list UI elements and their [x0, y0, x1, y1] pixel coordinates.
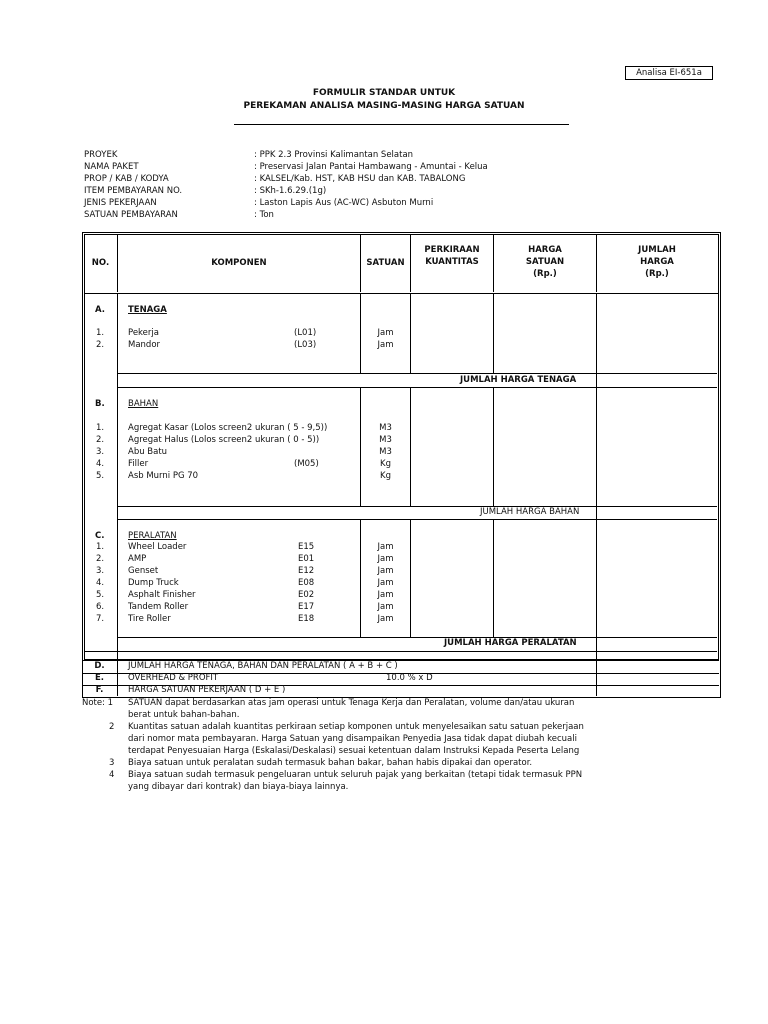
peralatan-row-code: E01: [298, 554, 315, 564]
notes-label: Note: 1: [82, 698, 114, 708]
bahan-row-unit: M3: [379, 423, 392, 433]
bahan-row-unit: Kg: [380, 459, 391, 469]
peralatan-row-name: Tire Roller: [128, 614, 171, 624]
col-line: [493, 387, 494, 506]
header-komponen: KOMPONEN: [211, 258, 267, 268]
section-c-letter: C.: [95, 531, 105, 541]
bahan-row-name: Agregat Kasar (Lolos screen2 ukuran ( 5 - 9,5)): [128, 423, 328, 433]
summary-text-f: HARGA SATUAN PEKERJAAN ( D + E ): [128, 685, 286, 695]
info-label-nama-paket: NAMA PAKET: [84, 162, 139, 172]
header-harga-3: (Rp.): [533, 269, 557, 279]
tenaga-row-unit: Jam: [377, 328, 394, 338]
info-value-nama-paket: : Preservasi Jalan Pantai Hambawang - Amuntai - Kelua: [254, 162, 488, 172]
col-line: [410, 293, 411, 373]
peralatan-row-code: E18: [298, 614, 315, 624]
tenaga-row-name: Mandor: [128, 340, 161, 350]
peralatan-row-name: AMP: [128, 554, 147, 564]
note-line: Biaya satuan untuk peralatan sudah termasuk bahan bakar, bahan habis dipakai dan operator.: [128, 758, 533, 768]
title-divider: [234, 124, 569, 125]
section-a-letter: A.: [95, 305, 105, 315]
header-kuantitas-1: PERKIRAAN: [424, 245, 480, 255]
peralatan-row-name: Tandem Roller: [128, 602, 189, 612]
tenaga-row-no: 1.: [96, 328, 105, 338]
note-line: dari nomor mata pembayaran. Harga Satuan yang disampaikan Penyedia Jasa tidak dapat diubah kecuali: [128, 734, 577, 744]
row-line: [118, 519, 717, 520]
peralatan-row-name: Asphalt Finisher: [128, 590, 196, 600]
col-line: [596, 387, 597, 520]
col-line: [596, 660, 597, 696]
row-line: [118, 387, 717, 388]
info-label-satuan: SATUAN PEMBAYARAN: [84, 210, 178, 220]
bahan-row-name: Filler: [128, 459, 149, 469]
form-title-line1: FORMULIR STANDAR UNTUK: [312, 88, 456, 98]
info-label-prop: PROP / KAB / KODYA: [84, 174, 169, 184]
col-line: [117, 293, 118, 659]
bahan-row-no: 3.: [96, 447, 105, 457]
peralatan-row-no: 1.: [96, 542, 105, 552]
header-no: NO.: [91, 258, 110, 268]
tenaga-total-label: JUMLAH HARGA TENAGA: [460, 375, 577, 385]
form-title-line2: PEREKAMAN ANALISA MASING-MASING HARGA SATUAN: [243, 101, 525, 111]
tenaga-row-code: (L01): [294, 328, 317, 338]
col-line: [410, 519, 411, 637]
tenaga-row-code: (L03): [294, 340, 317, 350]
peralatan-row-unit: Jam: [377, 554, 394, 564]
bahan-row-unit: Kg: [380, 471, 391, 481]
col-line: [117, 660, 118, 696]
info-label-item: ITEM PEMBAYARAN NO.: [84, 186, 183, 196]
peralatan-row-unit: Jam: [377, 602, 394, 612]
peralatan-row-unit: Jam: [377, 578, 394, 588]
summary-letter-d: D.: [94, 661, 105, 671]
info-value-jenis: : Laston Lapis Aus (AC-WC) Asbuton Murni: [254, 198, 434, 208]
note-number: 3: [109, 758, 115, 768]
info-value-prop: : KALSEL/Kab. HST, KAB HSU dan KAB. TABALONG: [254, 174, 466, 184]
peralatan-row-code: E15: [298, 542, 315, 552]
bahan-row-no: 4.: [96, 459, 105, 469]
section-b-title: BAHAN: [128, 399, 159, 409]
note-line: Kuantitas satuan adalah kuantitas perkiraan setiap komponen untuk menyelesaikan satu satuan pekerjaan: [128, 722, 584, 732]
row-line: [118, 373, 717, 374]
peralatan-row-code: E08: [298, 578, 315, 588]
bahan-row-unit: M3: [379, 447, 392, 457]
row-line: [118, 637, 717, 638]
peralatan-row-unit: Jam: [377, 542, 394, 552]
info-value-proyek: : PPK 2.3 Provinsi Kalimantan Selatan: [254, 150, 414, 160]
header-satuan: SATUAN: [366, 258, 405, 268]
summary-text-d: JUMLAH HARGA TENAGA, BAHAN DAN PERALATAN ( A + B + C ): [128, 661, 398, 671]
bahan-row-code: (M05): [294, 459, 319, 469]
tenaga-row-no: 2.: [96, 340, 105, 350]
bahan-total-label: JUMLAH HARGA BAHAN: [480, 507, 580, 517]
peralatan-row-code: E17: [298, 602, 315, 612]
peralatan-row-name: Dump Truck: [128, 578, 179, 588]
peralatan-row-no: 3.: [96, 566, 105, 576]
peralatan-total-label: JUMLAH HARGA PERALATAN: [444, 638, 577, 648]
info-value-item: : SKh-1.6.29.(1g): [254, 186, 327, 196]
bahan-row-no: 2.: [96, 435, 105, 445]
info-label-proyek: PROYEK: [84, 150, 118, 160]
peralatan-row-no: 7.: [96, 614, 105, 624]
peralatan-row-name: Wheel Loader: [128, 542, 187, 552]
bahan-row-unit: M3: [379, 435, 392, 445]
bahan-row-name: Abu Batu: [128, 447, 168, 457]
peralatan-row-unit: Jam: [377, 566, 394, 576]
bahan-row-name: Asb Murni PG 70: [128, 471, 199, 481]
summary-overhead-percent: 10.0 % x D: [386, 673, 433, 683]
peralatan-row-code: E02: [298, 590, 315, 600]
col-line: [596, 519, 597, 659]
analysis-code: Analisa EI-651a: [625, 66, 713, 80]
tenaga-row-name: Pekerja: [128, 328, 159, 338]
col-line: [493, 519, 494, 637]
peralatan-row-unit: Jam: [377, 590, 394, 600]
peralatan-row-no: 5.: [96, 590, 105, 600]
row-line: [84, 651, 717, 652]
header-harga-2: SATUAN: [525, 257, 565, 267]
summary-letter-e: E.: [94, 673, 105, 683]
note-line: berat untuk bahan-bahan.: [128, 710, 240, 720]
peralatan-row-no: 4.: [96, 578, 105, 588]
note-line: terdapat Penyesuaian Harga (Eskalasi/Deskalasi) sesuai ketentuan dalam Instruksi Kepada Peserta Lelang: [128, 746, 580, 756]
tenaga-row-unit: Jam: [377, 340, 394, 350]
col-line: [410, 387, 411, 506]
peralatan-row-code: E12: [298, 566, 315, 576]
note-number: 2: [109, 722, 115, 732]
row-line: [118, 506, 717, 507]
note-line: SATUAN dapat berdasarkan atas jam operasi untuk Tenaga Kerja dan Peralatan, volume dan/atau ukuran: [128, 698, 575, 708]
bahan-row-no: 1.: [96, 423, 105, 433]
summary-letter-f: F.: [95, 685, 104, 695]
peralatan-row-name: Genset: [128, 566, 159, 576]
header-jumlah-1: JUMLAH: [638, 245, 676, 255]
header-jumlah-3: (Rp.): [645, 269, 669, 279]
summary-text-e: OVERHEAD & PROFIT: [128, 673, 219, 683]
note-number: 4: [109, 770, 115, 780]
info-value-satuan: : Ton: [254, 210, 274, 220]
section-c-title: PERALATAN: [128, 531, 177, 541]
bahan-row-name: Agregat Halus (Lolos screen2 ukuran ( 0 - 5)): [128, 435, 320, 445]
section-b-letter: B.: [95, 399, 105, 409]
info-label-jenis: JENIS PEKERJAAN: [84, 198, 157, 208]
header-kuantitas-2: KUANTITAS: [425, 257, 479, 267]
header-jumlah-2: HARGA: [640, 257, 674, 267]
header-harga-1: HARGA: [528, 245, 562, 255]
bahan-row-no: 5.: [96, 471, 105, 481]
col-line: [493, 293, 494, 373]
peralatan-row-no: 6.: [96, 602, 105, 612]
peralatan-row-unit: Jam: [377, 614, 394, 624]
col-line: [596, 293, 597, 389]
note-line: Biaya satuan sudah termasuk pengeluaran untuk seluruh pajak yang berkaitan (tetapi tidak termasuk PPN: [128, 770, 583, 780]
peralatan-row-no: 2.: [96, 554, 105, 564]
section-a-title: TENAGA: [128, 305, 167, 315]
note-line: yang dibayar dari kontrak) dan biaya-biaya lainnya.: [128, 782, 349, 792]
